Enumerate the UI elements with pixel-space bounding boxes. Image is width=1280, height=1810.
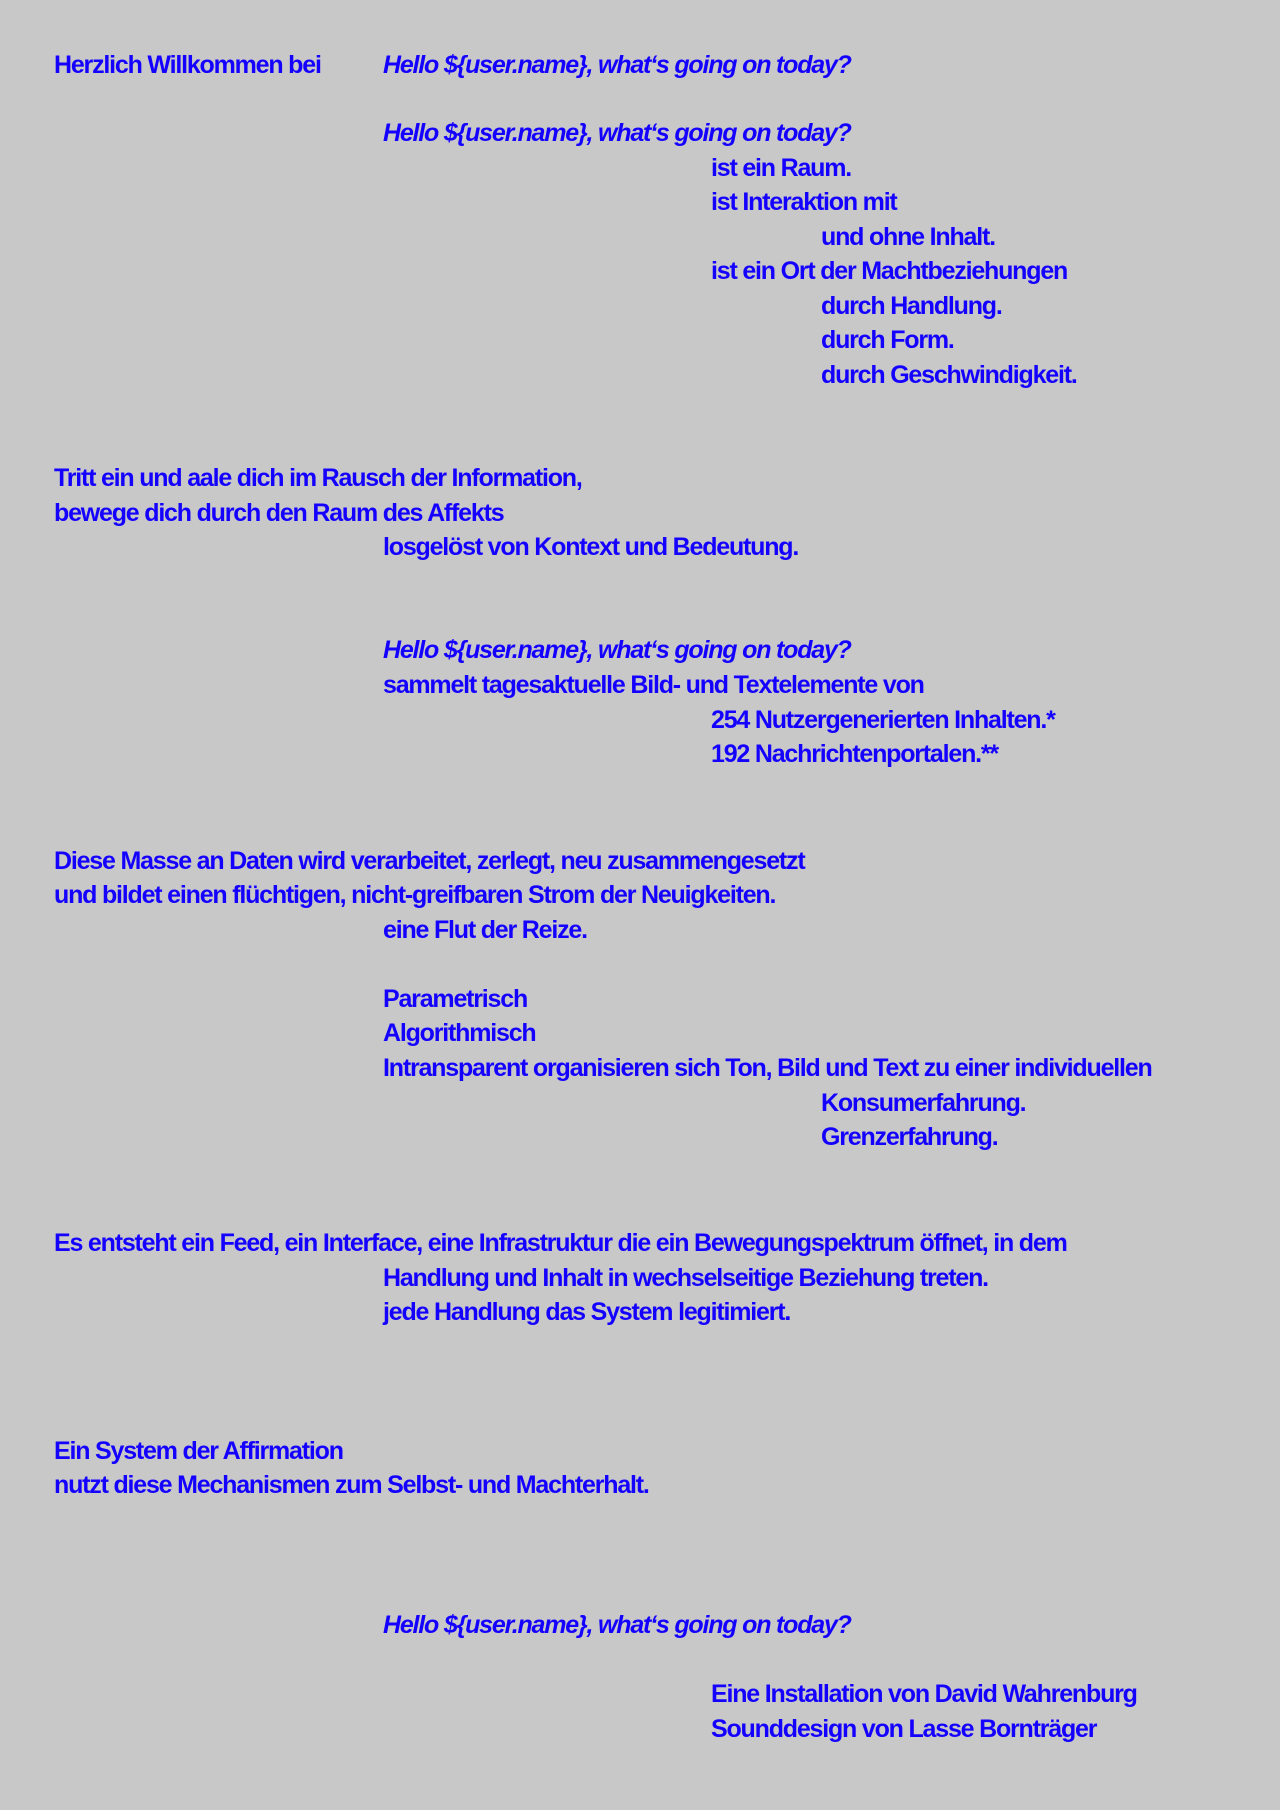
paragraph-line: und bildet einen flüchtigen, nicht-greifbaren Strom der Neuigkeiten. <box>54 881 776 909</box>
paragraph-line: jede Handlung das System legitimiert. <box>383 1298 791 1326</box>
definition-subline: und ohne Inhalt. <box>821 223 995 251</box>
source-count-line: 192 Nachrichtenportalen.** <box>711 740 998 768</box>
paragraph-line: Intransparent organisieren sich Ton, Bild und Text zu einer individuellen <box>383 1054 1152 1082</box>
welcome-text: Herzlich Willkommen bei <box>54 51 321 79</box>
source-count-line: 254 Nutzergenerierten Inhalten.* <box>711 706 1055 734</box>
title-heading: Hello ${user.name}, what‘s going on today? <box>383 51 851 79</box>
paragraph-line: nutzt diese Mechanismen zum Selbst- und Machterhalt. <box>54 1471 649 1499</box>
paragraph-line: Tritt ein und aale dich im Rausch der Information, <box>54 464 582 492</box>
paragraph-line: losgelöst von Kontext und Bedeutung. <box>383 533 799 561</box>
credit-line: Eine Installation von David Wahrenburg <box>711 1680 1137 1708</box>
credit-line: Sounddesign von Lasse Bornträger <box>711 1715 1097 1743</box>
paragraph-line: sammelt tagesaktuelle Bild- und Textelemente von <box>383 671 924 699</box>
paragraph-subline: Konsumerfahrung. <box>821 1089 1026 1117</box>
paragraph-line: Algorithmisch <box>383 1019 536 1047</box>
paragraph-line: Es entsteht ein Feed, ein Interface, eine Infrastruktur die ein Bewegungspektrum öffnet, in dem <box>54 1229 1067 1257</box>
paragraph-line: Ein System der Affirmation <box>54 1437 343 1465</box>
paragraph-line: eine Flut der Reize. <box>383 916 587 944</box>
definition-line: ist Interaktion mit <box>711 188 897 216</box>
title-subject: Hello ${user.name}, what‘s going on today? <box>383 636 851 664</box>
definition-subline: durch Handlung. <box>821 292 1002 320</box>
title-closing: Hello ${user.name}, what‘s going on today? <box>383 1611 851 1639</box>
definition-subline: durch Geschwindigkeit. <box>821 361 1077 389</box>
definition-line: ist ein Raum. <box>711 154 851 182</box>
definition-subline: durch Form. <box>821 326 954 354</box>
paragraph-line: bewege dich durch den Raum des Affekts <box>54 499 504 527</box>
paragraph-line: Diese Masse an Daten wird verarbeitet, zerlegt, neu zusammengesetzt <box>54 847 805 875</box>
definition-line: ist ein Ort der Machtbeziehungen <box>711 257 1068 285</box>
title-subject: Hello ${user.name}, what‘s going on today? <box>383 119 851 147</box>
paragraph-subline: Grenzerfahrung. <box>821 1123 998 1151</box>
paragraph-line: Handlung und Inhalt in wechselseitige Beziehung treten. <box>383 1264 988 1292</box>
paragraph-line: Parametrisch <box>383 985 528 1013</box>
